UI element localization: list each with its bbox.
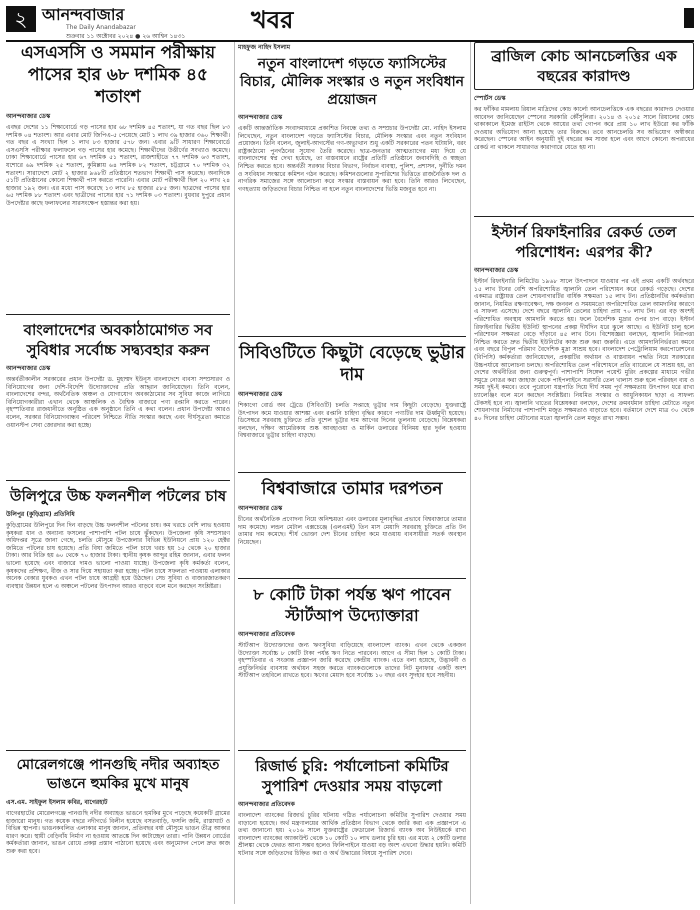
divider	[474, 216, 694, 217]
headline: উলিপুরে উচ্চ ফলনশীল পটলের চাষ	[9, 487, 227, 505]
story-corn-price	[238, 342, 466, 468]
column-separator	[470, 42, 471, 904]
byline: আনন্দবাজার ডেস্ক	[6, 365, 51, 372]
divider	[6, 480, 230, 481]
headline: এসএসসি ও সমমান পরীক্ষায় পাসের হার ৬৮ দশমিক ৪৫ শতাংশ	[20, 43, 216, 107]
article-body: চীনের অর্থনৈতিক প্রণোদনা নিয়ে অনিশ্চয়তা এবং ডলারের মূল্যবৃদ্ধির প্রভাবে বিশ্ববাজারে তামার দাম কমেছে। লন্ডন মেটাল এক্সচেঞ্জে (এলএমই) তিন মাস মেয়াদি সরবরাহ চুক্তিতে প্রতি টন তামার দাম কমেছে। শীর্ষ ভোক্তা দেশ চীনের চাহিদা কমে যাওয়ায় ব্যবসায়ীরা সতর্ক অবস্থান নিয়েছেন।	[238, 516, 466, 546]
byline: আনন্দবাজার প্রতিবেদক	[238, 801, 295, 808]
byline: আনন্দবাজার ডেস্ক	[474, 267, 519, 274]
divider	[6, 314, 230, 315]
article-body: একটি আন্তর্জাতিক সংবাদমাধ্যমে প্রকাশিত নিবন্ধে তথ্য ও সম্প্রচার উপদেষ্টা মো. নাহিদ ইসলাম লিখেছেন, নতুন বাংলাদেশ গড়তে ফ্যাসিস্টের বিচার, মৌলিক সংস্কার এবং নতুন সংবিধান প্রয়োজন। তিনি বলেন, জুলাই-আগস্টের গণ-অভ্যুত্থান শুধু একটি সরকারের পতন ঘটায়নি, বরং রাষ্ট্রকাঠামো পুনর্গঠনের সুযোগ তৈরি করেছে। ছাত্র-জনতার আত্মত্যাগের মধ্য দিয়ে যে বাংলাদেশের স্বপ্ন দেখা হয়েছে, তা বাস্তবায়নে রাষ্ট্রের প্রতিটি প্রতিষ্ঠানে জবাবদিহি ও স্বচ্ছতা নিশ্চিত করতে হবে। অন্তর্বর্তী সরকার বিচার বিভাগ, নির্বাচন ব্যবস্থা, পুলিশ, প্রশাসন, দুর্নীতি দমন ও সংবিধান সংস্কারে কমিশন গঠন করেছে। কমিশনগুলোর সুপারিশের ভিত্তিতে রাজনৈতিক দল ও নাগরিক সমাজের সঙ্গে আলোচনা করে সংস্কার বাস্তবায়ন করা হবে। তিনি আরও লিখেছেন, গণহত্যায় জড়িতদের বিচার নিশ্চিত না হলে নতুন বাংলাদেশের ভিত্তি মজবুত হবে না।	[238, 125, 466, 193]
newspaper-logo-subtitle: The Daily Anandabazar	[66, 24, 136, 31]
headline: ৮ কোটি টাকা পর্যন্ত ঋণ পাবেন স্টার্টআপ উদ্যোক্তারা	[253, 585, 451, 625]
headline: ব্রাজিল কোচ আনচেলত্তির এক বছরের কারাদণ্ড	[491, 47, 677, 85]
section-title: খবর	[251, 5, 294, 34]
column-right	[474, 42, 694, 904]
divider	[238, 750, 466, 751]
page-number: ২	[6, 6, 36, 32]
headline: বিশ্ববাজারে তামার দরপতন	[261, 479, 443, 499]
headline: বাংলাদেশের অবকাঠামোগত সব সুবিধার সর্বোচ্চ সদ্ব্যবহার করুন	[23, 321, 213, 359]
columns	[6, 42, 694, 904]
article-body: এবছর দেশের ১১ শিক্ষাবোর্ডে গড় পাসের হার ৬৮ দশমিক ৪৫ শতাংশ, যা গত বছর ছিল ৮৩ দশমিক ০৪ শতাংশ। আর এবার মোট জিপিএ-৫ পেয়েছে মোট ১ লাখ ৩৯ হাজার ৩৬০ শিক্ষার্থী। গত বছর এ সংখ্যা ছিল ১ লাখ ৮৩ হাজার ৫৭৮ জন। এবার ৯টি সাধারণ শিক্ষাবোর্ডে এসএসসি পরীক্ষার ফলাফলে গড় পাসের হার কমেছে। শিক্ষার্থীদের উত্তীর্ণের সংখ্যাও কমেছে। ঢাকা শিক্ষাবোর্ডে পাসের হার ৬৭ দশমিক ৫১ শতাংশ, রাজশাহীতে ৭৭ দশমিক ৬৩ শতাংশ, যশোরে ৬৯ দশমিক ২৫ শতাংশ, কুমিল্লায় ৬৪ দশমিক ৮২ শতাংশ, চট্টগ্রামে ৭০ দশমিক ৩২ শতাংশ। সারাদেশে মোট ২ হাজার ৯৬৮টি প্রতিষ্ঠানে শতভাগ শিক্ষার্থী পাস করেছে। অন্যদিকে ৫১টি প্রতিষ্ঠানের কোনো শিক্ষার্থী পাস করতে পারেনি। এবার মোট পরীক্ষার্থী ছিল ২০ লাখ ২৪ হাজার ১৯২ জন। এর মধ্যে পাস করেছে ১৩ লাখ ৮৫ হাজার ৫৮৫ জন। ছাত্রদের পাসের হার ৬৫ দশমিক ৮৮ শতাংশ এবং ছাত্রীদের পাসের হার ৭১ দশমিক ০৩ শতাংশ। বুধবার দুপুরে প্রধান উপদেষ্টার কাছে ফলাফলের সারসংক্ষেপ হস্তান্তর করা হয়।	[6, 124, 230, 207]
headline-box	[474, 42, 694, 90]
article-body: স্টার্টআপ উদ্যোক্তাদের জন্য ঋণসুবিধা বাড়িয়েছে বাংলাদেশ ব্যাংক। এখন থেকে একজন উদ্যোক্তা সর্বোচ্চ ৮ কোটি টাকা পর্যন্ত ঋণ নিতে পারবেন। আগে এ সীমা ছিল ১ কোটি টাকা। বৃহস্পতিবার এ সংক্রান্ত প্রজ্ঞাপন জারি করেছে কেন্দ্রীয় ব্যাংক। এতে বলা হয়েছে, উদ্ভাবনী ও প্রযুক্তিনির্ভর ব্যবসায় অর্থায়ন সহজ করতে ব্যাংকগুলোকে তাদের নিট মুনাফার একটি অংশ স্টার্টআপ তহবিলে রাখতে হবে। ঋণের মেয়াদ হবে সর্বোচ্চ ১০ বছর এবং সুদহার হবে সহনীয়।	[238, 642, 466, 680]
byline: উলিপুর (কুড়িগ্রাম) প্রতিনিধি	[6, 511, 75, 518]
divider	[238, 336, 466, 337]
story-reserve-heist	[238, 756, 466, 904]
headline: ইস্টার্ন রিফাইনারির রেকর্ড তেল পরিশোধন: এরপর কী?	[491, 223, 677, 261]
divider	[238, 578, 466, 579]
story-infrastructure	[6, 320, 230, 476]
article-body: বাগেরহাটের মোরেলগঞ্জে পানগুছি নদীর অব্যাহত ভাঙনে হুমকির মুখে পড়েছে কয়েকটি গ্রামের হাজারো মানুষ। গত কয়েক বছরে নদীগর্ভে বিলীন হয়েছে বসতবাড়ি, ফসলি জমি, রাস্তাঘাট ও বিভিন্ন স্থাপনা। ভাঙনকবলিত এলাকার মানুষ জানান, প্রতিবছর বর্ষা মৌসুমে ভাঙন তীব্র আকার ধারণ করে। স্থায়ী বেড়িবাঁধ নির্মাণ না হওয়ায় আতঙ্কে দিন কাটাচ্ছেন তারা। পানি উন্নয়ন বোর্ডের কর্মকর্তারা জানান, ভাঙন রোধে প্রকল্প প্রস্তাব পাঠানো হয়েছে এবং অনুমোদন পেলে দ্রুত কাজ শুরু করা হবে।	[6, 810, 230, 855]
column-middle	[238, 42, 466, 904]
story-ulipur	[6, 486, 230, 746]
article-body: কুড়িগ্রামের উলিপুরে দিন দিন বাড়ছে উচ্চ ফলনশীল পটলের চাষ। কম খরচে বেশি লাভ হওয়ায় কৃষকরা ধান ও অন্যান্য ফসলের পাশাপাশি পটল চাষে ঝুঁকছেন। উপজেলা কৃষি সম্প্রসারণ অধিদপ্তর সূত্রে জানা গেছে, চলতি মৌসুমে উপজেলার বিভিন্ন ইউনিয়নে প্রায় ১২০ হেক্টর জমিতে পটলের চাষ হয়েছে। প্রতি বিঘা জমিতে পটল চাষে খরচ হয় ১৫ থেকে ২০ হাজার টাকা। আর বিক্রি হয় ৬০ থেকে ৭০ হাজার টাকা। স্থানীয় কৃষক আব্দুর রহিম জানান, এবার ফলন ভালো হয়েছে এবং বাজারে দামও ভালো পাওয়া যাচ্ছে। উপজেলা কৃষি কর্মকর্তা বলেন, কৃষকদের প্রশিক্ষণ, বীজ ও সার দিয়ে সহায়তা করা হচ্ছে। পটল চাষে সফলতা পাওয়ায় এলাকার অনেক বেকার যুবকও এখন পটল চাষে আগ্রহী হয়ে উঠছেন। সেচ সুবিধা ও বাজারজাতকরণ ব্যবস্থার উন্নয়ন হলে এ অঞ্চলে পটলের উৎপাদন আরও বাড়বে বলে মনে করছেন সংশ্লিষ্টরা।	[6, 522, 230, 590]
byline: আনন্দবাজার প্রতিবেদক	[238, 631, 295, 638]
story-copper-price	[238, 478, 466, 574]
byline: আনন্দবাজার ডেস্ক	[238, 391, 283, 398]
article-body: কর ফাঁকির মামলায় রিয়াল মাদ্রিদের কোচ কার্লো আনচেলত্তিকে এক বছরের কারাদণ্ড দেওয়ার আবেদন জানিয়েছেন স্পেনের সরকারি কৌঁসুলিরা। ২০১৪ ও ২০১৫ সালে রিয়ালের কোচ থাকাকালে ইমেজ রাইটস থেকে আয়ের তথ্য গোপন করে প্রায় ১০ লাখ ইউরো কর ফাঁকি দেওয়ার অভিযোগ আনা হয়েছে তার বিরুদ্ধে। তবে আনচেলত্তি সব অভিযোগ অস্বীকার করেছেন। স্পেনের আইন অনুযায়ী দুই বছরের কম সাজা হলে এবং আগে কোনো অপরাধের রেকর্ড না থাকলে সাধারণত কারাগারে যেতে হয় না।	[474, 106, 694, 151]
headline: রিজার্ভ চুরি: পর্যালোচনা কমিটির সুপারিশ দেওয়ার সময় বাড়লো	[255, 757, 449, 795]
story-eastern-refinery	[474, 222, 694, 904]
column-separator	[234, 42, 235, 904]
corner-mark	[684, 8, 694, 28]
divider	[238, 472, 466, 473]
story-new-bangladesh	[238, 42, 466, 332]
headline: নতুন বাংলাদেশ গড়তে ফ্যাসিস্টের বিচার, মৌলিক সংস্কার ও নতুন সংবিধান প্রয়োজন	[239, 56, 465, 108]
byline: আনন্দবাজার ডেস্ক	[238, 114, 283, 121]
headline: সিবিওটিতে কিছুটা বেড়েছে ভুট্টার দাম	[239, 343, 465, 385]
article-body: বাংলাদেশ ব্যাংকের রিজার্ভ চুরির ঘটনায় গঠিত পর্যালোচনা কমিটির সুপারিশ দেওয়ার সময় বাড়ানো হয়েছে। অর্থ মন্ত্রণালয়ের আর্থিক প্রতিষ্ঠান বিভাগ থেকে জারি করা এক প্রজ্ঞাপনে এ তথ্য জানানো হয়। ২০১৬ সালে যুক্তরাষ্ট্রের ফেডারেল রিজার্ভ ব্যাংক অব নিউইয়র্কে রাখা বাংলাদেশ ব্যাংকের অ্যাকাউন্ট থেকে ১০ কোটি ১০ লাখ ডলার চুরি হয়। এর মধ্যে ২ কোটি ডলার শ্রীলঙ্কা থেকে ফেরত আনা সম্ভব হলেও ফিলিপাইনে যাওয়া বড় অংশ এখনো উদ্ধার হয়নি। কমিটি ঘটনার সঙ্গে জড়িতদের চিহ্নিত করা ও অর্থ উদ্ধারের বিষয়ে সুপারিশ দেবে।	[238, 812, 466, 857]
author-name: মাহফুজ নাহিদ ইসলাম	[238, 44, 291, 51]
article-body: ইস্টার্ন রিফাইনারি লিমিটেড ১৯৬৮ সালে উৎপাদনে যাওয়ার পর এই প্রথম একটি অর্থবছরে ১৫ লাখ টনের বেশি অপরিশোধিত জ্বালানি তেল পরিশোধন করে রেকর্ড গড়েছে। দেশের একমাত্র রাষ্ট্রায়ত্ত তেল শোধনাগারটির বার্ষিক সক্ষমতা ১৫ লাখ টন। প্রতিষ্ঠানটির কর্মকর্তারা জানান, নিয়মিত রক্ষণাবেক্ষণ, দক্ষ জনবল ও সময়মতো অপরিশোধিত তেল আমদানির কারণে এ সাফল্য এসেছে। দেশে বছরে জ্বালানি তেলের চাহিদা প্রায় ৭০ লাখ টন। এর বড় অংশই পরিশোধিত অবস্থায় আমদানি করতে হয়। ফলে বৈদেশিক মুদ্রার ওপর চাপ বাড়ে। ইস্টার্ন রিফাইনারির দ্বিতীয় ইউনিট স্থাপনের প্রকল্প দীর্ঘদিন ধরে ঝুলে আছে। এ ইউনিট চালু হলে পরিশোধন সক্ষমতা বেড়ে দাঁড়াবে ৪৫ লাখ টনে। বিশেষজ্ঞরা বলছেন, জ্বালানি নিরাপত্তা নিশ্চিত করতে দ্রুত দ্বিতীয় ইউনিটের কাজ শুরু করা জরুরি। এতে আমদানিনির্ভরতা কমবে এবং বছরে বিপুল পরিমাণ বৈদেশিক মুদ্রা সাশ্রয় হবে। বাংলাদেশ পেট্রোলিয়াম করপোরেশনের (বিপিসি) কর্মকর্তারা জানিয়েছেন, প্রকল্পটির অর্থায়ন ও বাস্তবায়ন পদ্ধতি নিয়ে সরকারের উচ্চপর্যায়ে আলোচনা চলছে। অপরিশোধিত তেল পরিশোধনে প্রতি ব্যারেলে যে সাশ্রয় হয়, তা দেশের অর্থনীতির জন্য গুরুত্বপূর্ণ। পাশাপাশি সিঙ্গেল পয়েন্ট মুরিং প্রকল্পের মাধ্যমে গভীর সমুদ্রে নোঙর করা জাহাজ থেকে পাইপলাইনে সরাসরি তেল খালাস শুরু হলে পরিবহন ব্যয় ও সময় দুই-ই কমবে। তবে পুরোনো যন্ত্রপাতি দিয়ে দীর্ঘ সময় পূর্ণ সক্ষমতায় উৎপাদন ধরে রাখা চ্যালেঞ্জিং বলে মনে করছেন সংশ্লিষ্টরা। নিয়মিত সংস্কার ও আধুনিকায়ন ছাড়া এ সাফল্য টেকসই হবে না। জ্বালানি খাতের বিশ্লেষকরা বলছেন, দেশের ক্রমবর্ধমান চাহিদা মেটাতে নতুন শোধনাগার নির্মাণের পাশাপাশি মজুত সক্ষমতাও বাড়াতে হবে। বর্তমানে দেশে মাত্র ৩০ থেকে ৪০ দিনের চাহিদা মেটানোর মতো জ্বালানি তেল মজুত রাখা সম্ভব।	[474, 278, 694, 422]
story-startup-loan	[238, 584, 466, 746]
story-ssc-result	[6, 42, 230, 310]
newspaper-logo: আনন্দবাজার	[42, 5, 125, 24]
column-left	[6, 42, 230, 904]
byline: এস.এম. সাইফুল ইসলাম কবির, বাগেরহাট	[6, 799, 108, 806]
divider	[6, 750, 230, 751]
masthead	[6, 4, 694, 42]
story-ancelotti	[474, 42, 694, 212]
byline: আনন্দবাজার ডেস্ক	[238, 505, 283, 512]
story-morrelganj	[6, 756, 230, 904]
article-body: শিকাগো বোর্ড অব ট্রেডে (সিবিওটি) চলতি সপ্তাহে ভুট্টার দাম কিছুটা বেড়েছে। যুক্তরাষ্ট্রে উৎপাদন কমে যাওয়ার আশঙ্কা এবং রপ্তানি চাহিদা বৃদ্ধির কারণে পণ্যটির দাম ঊর্ধ্বমুখী হয়েছে। ডিসেম্বরে সরবরাহ চুক্তিতে প্রতি বুশেল ভুট্টার দাম আগের দিনের তুলনায় বেড়েছে। বিশ্লেষকরা বলছেন, দক্ষিণ আমেরিকায় শুষ্ক আবহাওয়া ও মার্কিন ডলারের বিনিময় হার দুর্বল হওয়ায় বিশ্ববাজারে ভুট্টার চাহিদা বাড়ছে।	[238, 402, 466, 440]
byline: আনন্দবাজার ডেস্ক	[6, 113, 51, 120]
headline: মোরেলগঞ্জে পানগুছি নদীর অব্যাহত ভাঙনে হুমকির মুখে মানুষ	[16, 757, 220, 792]
dateline: শুক্রবার ১১ অক্টোবর ২০২৪ ● ২৬ আশ্বিন ১৪৩১	[66, 33, 186, 40]
article-body: অন্তর্বর্তীকালীন সরকারের প্রধান উপদেষ্টা ড. মুহাম্মদ ইউনূস বাংলাদেশে ব্যবসা সম্প্রসারণ ও বিনিয়োগের জন্য দেশি-বিদেশি উদ্যোক্তাদের প্রতি আহ্বান জানিয়েছেন। তিনি বলেন, বাংলাদেশের বন্দর, অর্থনৈতিক অঞ্চল ও যোগাযোগ অবকাঠামোর সব সুবিধা কাজে লাগিয়ে বিনিয়োগকারীরা এখান থেকে আঞ্চলিক ও বৈশ্বিক বাজারে পণ্য রপ্তানি করতে পারেন। বৃহস্পতিবার রাজধানীতে অনুষ্ঠিত এক অনুষ্ঠানে তিনি এ কথা বলেন। প্রধান উপদেষ্টা আরও বলেন, সরকার বিনিয়োগবান্ধব পরিবেশ নিশ্চিতে নীতি সংস্কার করছে এবং দীর্ঘসূত্রতা কমাতে ওয়ানস্টপ সেবা জোরদার করা হচ্ছে।	[6, 376, 230, 429]
byline: স্পোর্টস ডেস্ক	[474, 95, 506, 102]
